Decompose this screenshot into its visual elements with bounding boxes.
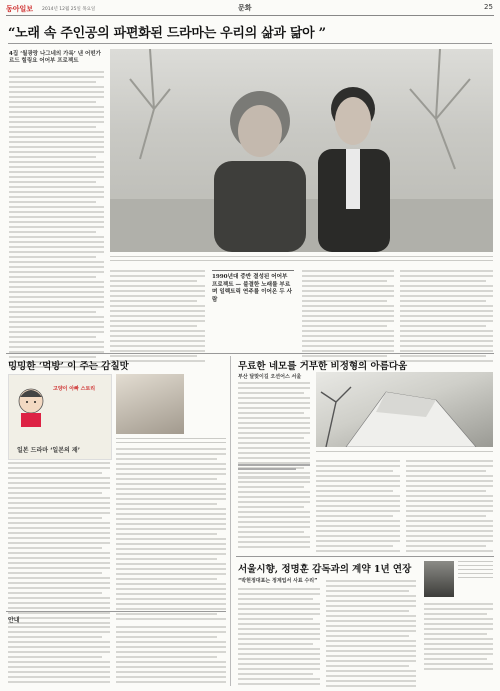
architecture-article-col2 (316, 460, 400, 552)
notice-label: 안내 (8, 617, 20, 624)
lead-article-col5 (400, 270, 493, 362)
cartoon-box (8, 374, 112, 460)
section-title-mukbang: 밍밍한 ‘먹방’ 이 주는 감칠맛 (8, 361, 129, 372)
notice-col1 (8, 626, 110, 683)
pull-quote-text: 1990년대 중반 결성된 어어부 프로젝트 — 불결한 노래를 부르며 일렉트릭 연주를 이어온 두 사람 (212, 274, 292, 303)
lead-article-col2 (110, 270, 205, 362)
concert-rule (236, 556, 494, 557)
cartoon-caption: 일본 드라마 ‘일본의 재’ (17, 447, 80, 454)
left-bottom-rule (6, 611, 226, 612)
main-headline: “노래 속 주인공의 파편화된 드라마는 우리의 삶과 닮아 ” (8, 26, 326, 41)
conductor-portrait (424, 561, 454, 597)
mukbang-article-col2 (116, 448, 226, 620)
concert-article-col1 (238, 588, 320, 685)
section-title-orchestra: 서울시향, 정명훈 감독과의 계약 1년 연장 (238, 564, 412, 575)
section-title-architecture: 무료한 네모를 거부한 비정형의 아름다움 (238, 361, 408, 372)
pull-quote (212, 270, 294, 303)
drama-photo-caption (116, 438, 226, 443)
lead-kicker: 4집 ‘월광랑 나그네의 가록’ 낸 어떤가르드 힐링요 어어부 프로젝트 (9, 51, 101, 64)
section-divider (6, 353, 494, 354)
concert-kicker: “박현정대표는 정계업서 사표 수리” (238, 578, 318, 584)
section-label: 문화 (238, 3, 252, 12)
masthead-logo: 동아일보 (6, 4, 34, 13)
mukbang-article-col1 (8, 462, 110, 624)
notice-col2 (116, 626, 226, 683)
concert-article-col3 (424, 603, 493, 670)
concert-article-col2 (326, 580, 416, 687)
architecture-kicker: 부산 달맞이길 오션어스 서울 (238, 374, 302, 380)
architecture-subhead (238, 462, 310, 472)
masthead-date: 2014년 12월 25일 목요일 (42, 6, 96, 12)
cartoon-illustration (9, 375, 111, 427)
conductor-caption (458, 561, 493, 578)
lead-article-text (9, 71, 104, 368)
page-number: 25 (484, 3, 493, 11)
main-photo (110, 49, 493, 252)
building-photo-caption (316, 451, 493, 452)
pull-quote-rule-top (212, 270, 294, 271)
building-photo (316, 372, 493, 447)
headline-rule (8, 43, 492, 44)
architecture-article-col3 (406, 460, 493, 552)
column-separator (230, 356, 231, 686)
masthead-rule (6, 15, 494, 16)
cartoon-badge: 고양이 아빠 스토리 (53, 386, 96, 392)
architecture-article-col1b (238, 476, 310, 548)
main-photo-caption (110, 256, 493, 261)
drama-still-photo (116, 374, 184, 434)
lead-article-col4 (302, 270, 394, 362)
